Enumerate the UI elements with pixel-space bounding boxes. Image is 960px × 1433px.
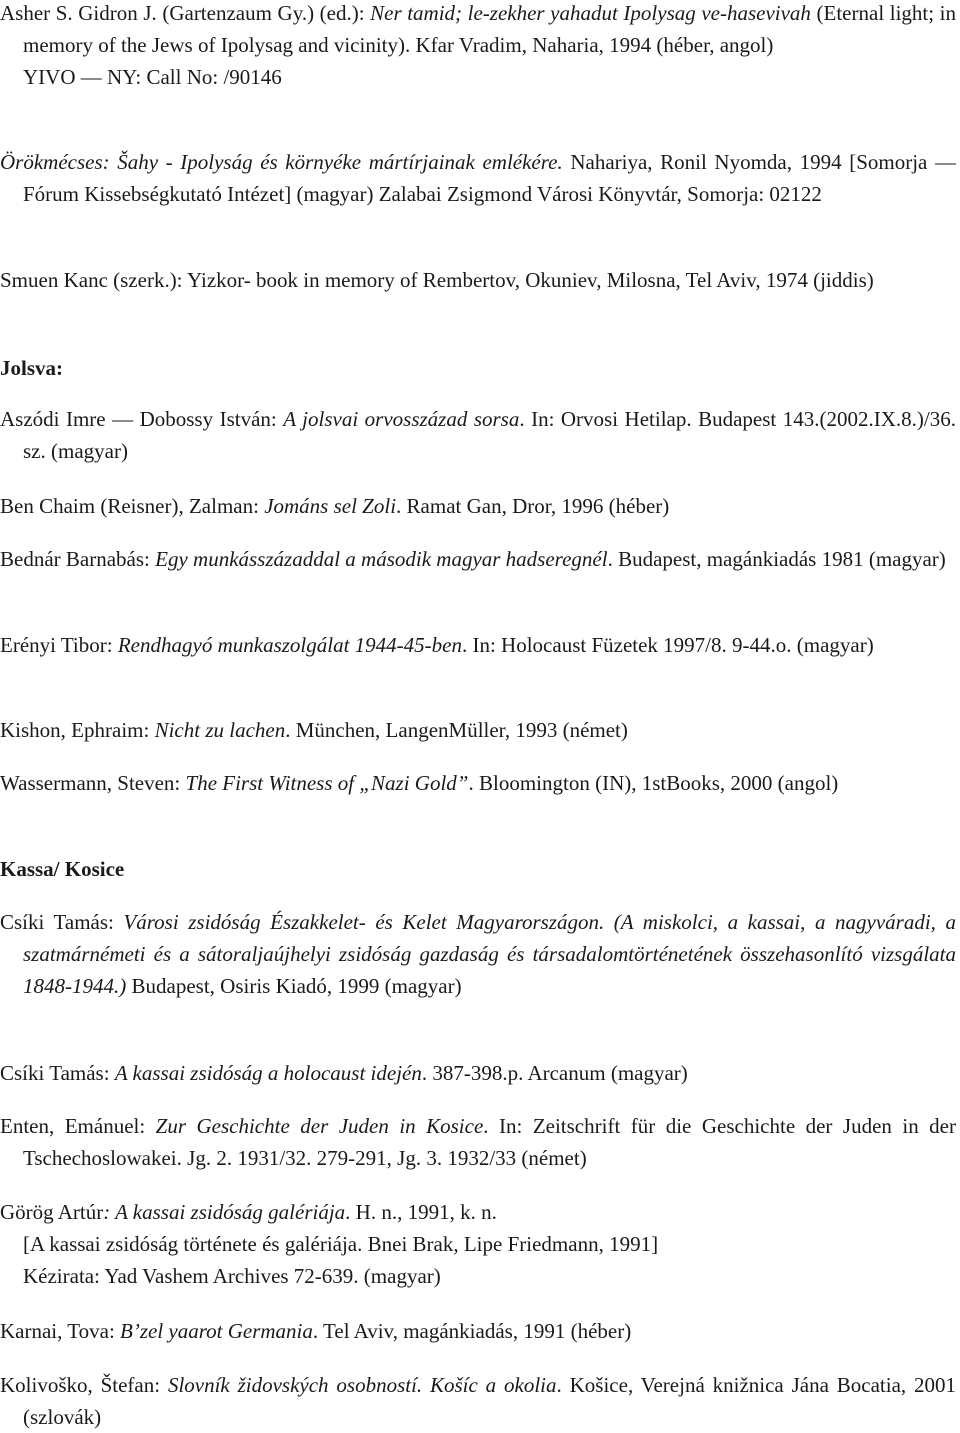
entry-details: . In: Zeitschrift für die Geschichte der Juden in der Tschechoslowakei. Jg. 2. 1931/32. 279-291, Jg. 3. 1932/33 (német) bbox=[23, 1114, 956, 1170]
entry-author: Csíki Tamás: bbox=[0, 1061, 115, 1085]
bibliography-entry bbox=[0, 629, 956, 661]
entry-author: Aszódi Imre — Dobossy István: bbox=[0, 407, 284, 431]
bibliography-entry bbox=[0, 767, 956, 799]
bibliography-entry bbox=[0, 1315, 956, 1347]
entry-title: Jománs sel Zoli bbox=[264, 494, 397, 518]
section-heading-jolsva: Jolsva: bbox=[0, 356, 63, 380]
entry-details: (Eternal light; in memory of the Jews of Ipolysag and vicinity). Kfar Vradim, Naharia, 1994 (héber, angol) bbox=[23, 1, 956, 57]
entry-author: Erényi Tibor: bbox=[0, 633, 118, 657]
bibliography-entry bbox=[0, 543, 956, 575]
entry-details: Budapest, Osiris Kiadó, 1999 (magyar) bbox=[126, 974, 462, 998]
bibliography-entry bbox=[0, 264, 956, 296]
entry-note: [A kassai zsidóság története és galériája. Bnei Brak, Lipe Friedmann, 1991] bbox=[23, 1232, 659, 1256]
entry-details: Yizkor- book in memory of Rembertov, Okuniev, Milosna, Tel Aviv, 1974 (jiddis) bbox=[187, 268, 874, 292]
entry-title: Ner tamid; le-zekher yahadut Ipolysag ve-hasevivah bbox=[370, 1, 811, 25]
entry-call-number: YIVO — NY: Call No: /90146 bbox=[23, 65, 282, 89]
entry-details: Nahariya, Ronil Nyomda, 1994 [Somorja — Fórum Kissebségkutató Intézet] (magyar) Zalabai Zsigmond Városi Könyvtár, Somorja: 02122 bbox=[23, 150, 956, 206]
entry-author: Asher S. Gidron J. (Gartenzaum Gy.) (ed.): bbox=[0, 1, 371, 25]
section-heading-kassa: Kassa/ Kosice bbox=[0, 857, 125, 881]
entry-details: . Ramat Gan, Dror, 1996 (héber) bbox=[396, 494, 670, 518]
entry-author: Smuen Kanc (szerk.): bbox=[0, 268, 187, 292]
entry-title: : A kassai zsidóság galériája bbox=[103, 1200, 346, 1224]
bibliography-entry bbox=[0, 146, 956, 210]
entry-archive: Kézirata: Yad Vashem Archives 72-639. (magyar) bbox=[23, 1264, 441, 1288]
entry-author: Bednár Barnabás: bbox=[0, 547, 156, 571]
entry-title: The First Witness of „Nazi Gold” bbox=[185, 771, 469, 795]
bibliography-entry bbox=[0, 1196, 956, 1292]
bibliography-entry bbox=[0, 490, 956, 522]
entry-author: Ben Chaim (Reisner), Zalman: bbox=[0, 494, 265, 518]
entry-title: Városi zsidóság Északkelet- és Kelet Magyarországon. (A miskolci, a kassai, a nagyváradi, a szatmárnémeti és a sátoraljaújhelyi zsidóság gazdaság és társadalomtörténetének összehasonlító vizsgálata 1848-1944.) bbox=[23, 910, 956, 998]
entry-author: Enten, Emánuel: bbox=[0, 1114, 156, 1138]
entry-details: . 387-398.p. Arcanum (magyar) bbox=[421, 1061, 688, 1085]
entry-author: Karnai, Tova: bbox=[0, 1319, 121, 1343]
entry-author: Kishon, Ephraim: bbox=[0, 718, 155, 742]
entry-details: . In: Holocaust Füzetek 1997/8. 9-44.o. (magyar) bbox=[461, 633, 874, 657]
entry-details: . Tel Aviv, magánkiadás, 1991 (héber) bbox=[312, 1319, 632, 1343]
bibliography-entry bbox=[0, 1057, 956, 1089]
entry-author: Csíki Tamás: bbox=[0, 910, 124, 934]
bibliography-entry bbox=[0, 403, 956, 467]
bibliography-entry bbox=[0, 906, 956, 1002]
bibliography-entry bbox=[0, 714, 956, 746]
entry-title: A kassai zsidóság a holocaust idején bbox=[114, 1061, 422, 1085]
bibliography-entry bbox=[0, 1110, 956, 1174]
entry-title: Rendhagyó munkaszolgálat 1944-45-ben bbox=[117, 633, 462, 657]
bibliography-entry bbox=[0, 0, 956, 93]
entry-title: Örökmécses: Šahy - Ipolyság és környéke mártírjainak emlékére. bbox=[0, 150, 563, 174]
entry-title: Egy munkásszázaddal a második magyar hadseregnél bbox=[155, 547, 608, 571]
entry-details: . Košice, Verejná knižnica Jána Bocatia, 2001 (szlovák) bbox=[23, 1373, 956, 1429]
entry-author: Görög Artúr bbox=[0, 1200, 104, 1224]
entry-details: . Budapest, magánkiadás 1981 (magyar) bbox=[607, 547, 946, 571]
entry-title: Nicht zu lachen bbox=[154, 718, 286, 742]
entry-title: A jolsvai orvosszázad sorsa bbox=[283, 407, 520, 431]
entry-title: Zur Geschichte der Juden in Kosice bbox=[155, 1114, 484, 1138]
entry-title: B’zel yaarot Germania bbox=[120, 1319, 313, 1343]
entry-details: . Bloomington (IN), 1stBooks, 2000 (angol) bbox=[468, 771, 839, 795]
entry-details: . In: Orvosi Hetilap. Budapest 143.(2002.IX.8.)/36. sz. (magyar) bbox=[23, 407, 956, 463]
entry-author: Wassermann, Steven: bbox=[0, 771, 186, 795]
entry-title: Slovník židovských osobností. Košíc a okolia bbox=[167, 1373, 557, 1397]
entry-details: . München, LangenMüller, 1993 (német) bbox=[285, 718, 628, 742]
entry-details: . H. n., 1991, k. n. bbox=[345, 1200, 497, 1224]
entry-author: Kolivoško, Štefan: bbox=[0, 1373, 168, 1397]
bibliography-entry bbox=[0, 1369, 956, 1433]
